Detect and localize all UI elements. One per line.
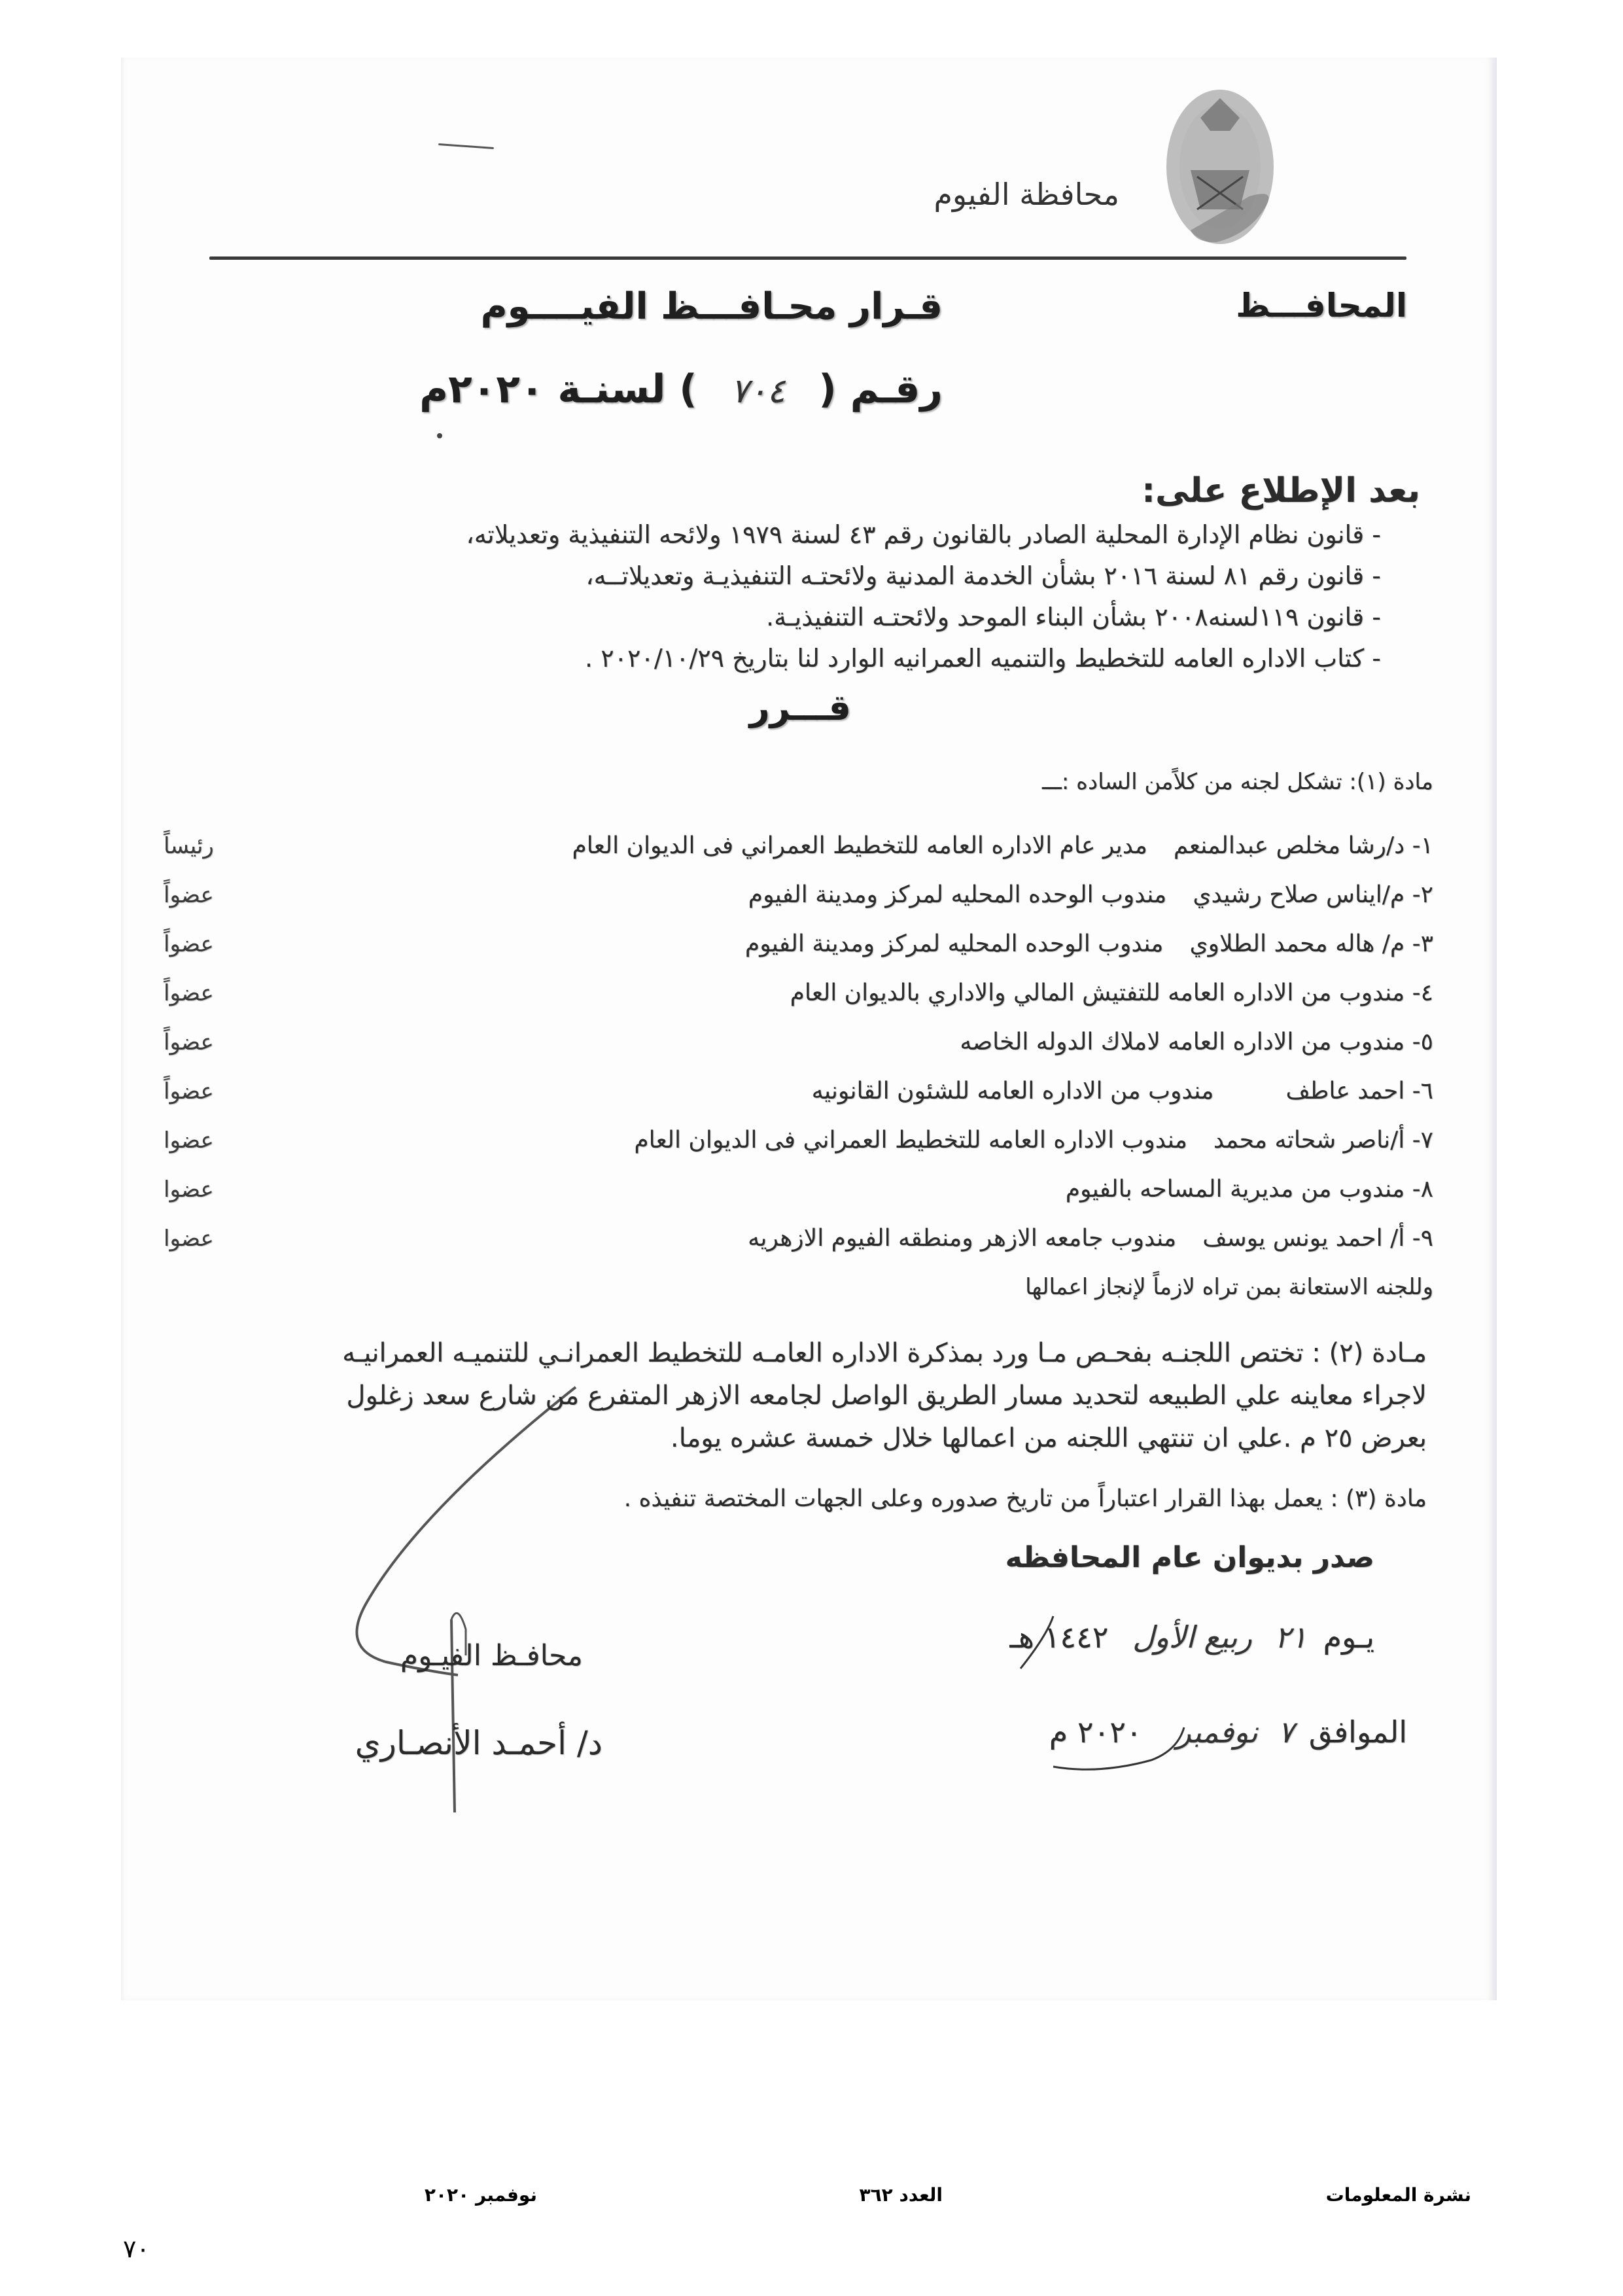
page-number: ٧٠ xyxy=(123,2234,150,2263)
article-3-text: مادة (٣) : يعمل بهذا القرار اعتباراً من تاريخ صدوره وعلى الجهات المختصة تنفيذه . xyxy=(623,1485,1427,1512)
member-name: ٧- أ/ناصر شحاته محمد xyxy=(1213,1127,1433,1154)
gregorian-prefix: الموافق xyxy=(1308,1714,1407,1750)
article-1-text: مادة (١): تشكل لجنه من كلاًمن الساده :ـــ xyxy=(1041,769,1433,795)
preamble-item: - قانون ١١٩لسنه٢٠٠٨ بشأن البناء الموحد ولائحتـه التنفيذيـة. xyxy=(766,603,1381,631)
member-role: عضواً xyxy=(164,980,214,1006)
member-row xyxy=(164,980,1433,1029)
preamble-item: - كتاب الاداره العامه للتخطيط والتنميه العمرانيه الوارد لنا بتاريخ ٢٠٢٠/١٠/٢٩ . xyxy=(585,644,1381,673)
member-name: ٢- م/ايناس صلاح رشيدي xyxy=(1193,881,1433,908)
hijri-prefix: يـوم xyxy=(1323,1619,1374,1655)
member-position: مندوب جامعه الازهر ومنطقه الفيوم الازهريه xyxy=(748,1225,1177,1252)
issued-at: صدر بديوان عام المحافظه xyxy=(1005,1541,1374,1574)
member-row xyxy=(164,930,1433,980)
decree-number: ٧٠٤ xyxy=(730,372,786,411)
member-position: مندوب الاداره العامه للتخطيط العمراني فى الديوان العام xyxy=(634,1127,1187,1154)
decision-heading: قـــرر xyxy=(749,687,851,728)
member-name: ٥- مندوب من الاداره العامه لاملاك الدوله الخاصه xyxy=(960,1029,1433,1055)
committee-note: وللجنه الاستعانة بمن تراه لازماً لإنجاز اعمالها xyxy=(1025,1274,1433,1300)
member-name: ٣- م/ هاله محمد الطلاوي xyxy=(1189,930,1433,957)
hijri-month: ربيع الأول xyxy=(1132,1619,1252,1655)
member-role: عضوا xyxy=(164,1127,214,1154)
gregorian-month: نوفمبر xyxy=(1176,1714,1258,1750)
gregorian-day: ٧ xyxy=(1278,1714,1295,1750)
hijri-date xyxy=(1009,1619,1374,1655)
preamble-item: - قانون رقم ٨١ لسنة ٢٠١٦ بشأن الخدمة المدنية ولائحتـه التنفيذيـة وتعديلاتــه، xyxy=(585,561,1381,590)
member-role: عضواً xyxy=(164,882,214,908)
member-name: ١- د/رشا مخلص عبدالمنعم xyxy=(1173,832,1433,859)
signatory-title: محافـظ الفيـوم xyxy=(400,1639,583,1672)
member-position: مندوب الوحده المحليه لمركز ومدينة الفيوم xyxy=(748,881,1167,908)
member-name: ٨- مندوب من مديرية المساحه بالفيوم xyxy=(1065,1176,1433,1203)
letterhead-rule xyxy=(209,256,1406,260)
decree-number-line xyxy=(419,366,943,412)
member-row xyxy=(164,881,1433,930)
member-row xyxy=(164,1078,1433,1127)
member-role: عضوا xyxy=(164,1176,214,1203)
member-row xyxy=(164,832,1433,881)
member-role: عضواً xyxy=(164,1078,214,1104)
stray-dot xyxy=(437,433,442,438)
hijri-day: ٢١ xyxy=(1274,1619,1307,1655)
footer-publication: نشرة المعلومات xyxy=(1325,2184,1471,2206)
member-role: رئيساً xyxy=(164,833,214,859)
member-role: عضواً xyxy=(164,1029,214,1055)
signatory-name: د/ أحمـد الأنصـاري xyxy=(355,1724,602,1762)
member-name: ٦- احمد عاطف xyxy=(1285,1078,1433,1104)
decree-number-suffix: ) لسنـة ٢٠٢٠م xyxy=(419,366,697,412)
committee-members-list xyxy=(164,832,1433,1313)
article-2-line: مـادة (٢) : تختص اللجنـه بفحـص مـا ورد بمذكرة الاداره العامـه للتخطيط العمرانـي للتنميـه العمرانيـه xyxy=(342,1338,1427,1368)
article-2-line: بعرض ٢٥ م .علي ان تنتهي اللجنه من اعمالها خلال خمسة عشره يوما. xyxy=(670,1423,1427,1453)
member-position: مدير عام الاداره العامه للتخطيط العمراني فى الديوان العام xyxy=(572,832,1147,859)
decree-number-prefix: رقـم ( xyxy=(818,366,943,412)
footer-issue: العدد ٣٦٢ xyxy=(859,2184,943,2206)
gregorian-year: ٢٠٢٠ م xyxy=(1049,1714,1142,1750)
letterhead-authority: محافظة الفيوم xyxy=(934,177,1119,212)
article-2-line: لاجراء معاينه علي الطبيعه لتحديد مسار الطريق الواصل لجامعه الازهر المتفرع من شارع سعد زغلول xyxy=(346,1381,1427,1411)
gregorian-date xyxy=(1049,1714,1407,1750)
hijri-year: ١٤٤٢ هـ xyxy=(1009,1619,1109,1655)
decree-title: قـرار محـافـــظ الفيــــوم xyxy=(480,285,943,328)
footer-date: نوفمبر ٢٠٢٠ xyxy=(424,2184,537,2206)
member-row xyxy=(164,1127,1433,1176)
member-row xyxy=(164,1176,1433,1225)
office-label: المحافـــظ xyxy=(1236,287,1407,325)
member-position: مندوب من الاداره العامه للشئون القانونيه xyxy=(811,1078,1214,1104)
member-role: عضوا xyxy=(164,1226,214,1252)
member-name: ٤- مندوب من الاداره العامه للتفتيش المالي والاداري بالديوان العام xyxy=(790,980,1433,1006)
member-position: مندوب الوحده المحليه لمركز ومدينة الفيوم xyxy=(744,930,1164,957)
member-name: ٩- أ/ احمد يونس يوسف xyxy=(1202,1225,1433,1252)
member-role: عضواً xyxy=(164,931,214,957)
member-row xyxy=(164,1225,1433,1274)
preamble-item: - قانون نظام الإدارة المحلية الصادر بالقانون رقم ٤٣ لسنة ١٩٧٩ ولائحه التنفيذية وتعديلاته، xyxy=(466,520,1381,549)
member-row xyxy=(164,1029,1433,1078)
preamble-heading: بعد الإطلاع على: xyxy=(1142,471,1420,510)
